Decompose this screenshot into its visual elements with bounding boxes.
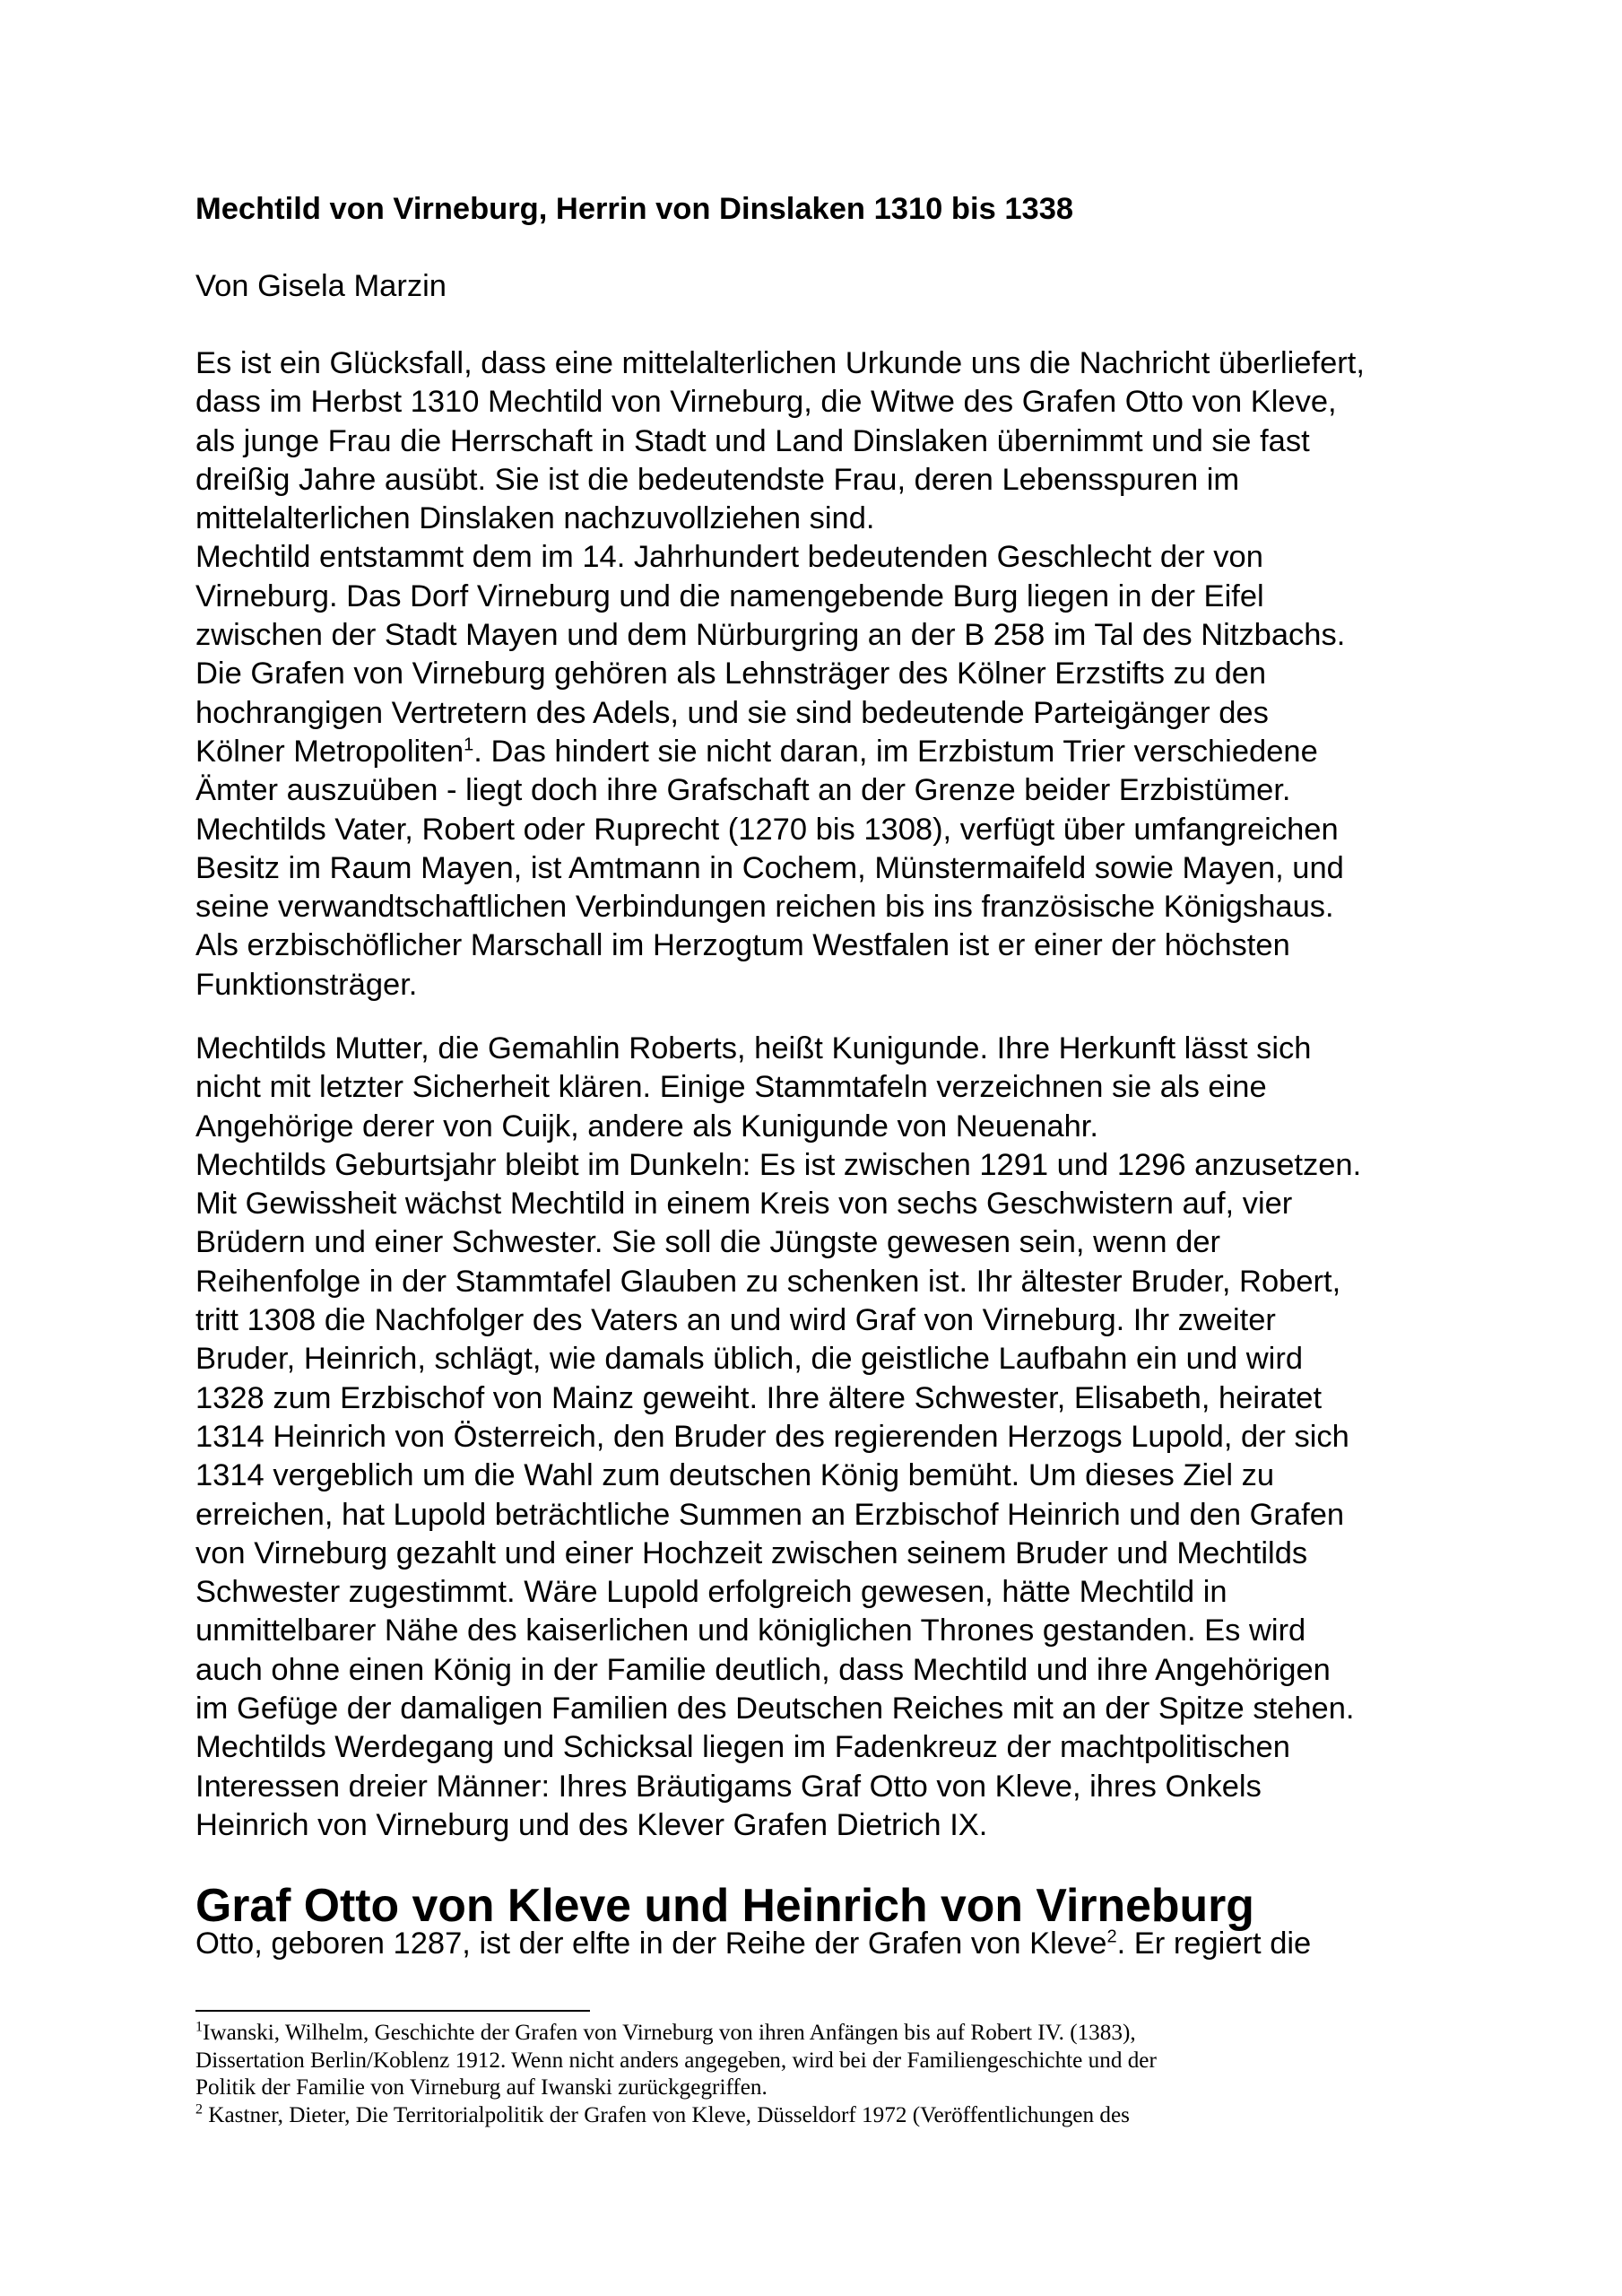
footnote-text: Dissertation Berlin/Koblenz 1912. Wenn nicht anders angegeben, wird bei der Familiengeschichte und der: [195, 2048, 1157, 2073]
text-line: Reihenfolge in der Stammtafel Glauben zu schenken ist. Ihr ältester Bruder, Robert,: [195, 1264, 1341, 1299]
text-line: Funktionsträger.: [195, 967, 418, 1002]
text-line: mittelalterlichen Dinslaken nachzuvollziehen sind.: [195, 501, 875, 536]
footnote-2-mark: 2: [195, 2101, 203, 2118]
text-line: im Gefüge der damaligen Familien des Deutschen Reiches mit an der Spitze stehen.: [195, 1692, 1355, 1726]
footnote-1: [195, 2020, 1451, 2048]
text-line: Angehörige derer von Cuijk, andere als Kunigunde von Neuenahr.: [195, 1109, 1098, 1144]
text-line: von Virneburg gezahlt und einer Hochzeit zwischen seinem Bruder und Mechtilds: [195, 1535, 1308, 1570]
footnote-text: Iwanski, Wilhelm, Geschichte der Grafen von Virneburg von ihren Anfängen bis auf Robert IV. (1383),: [203, 2021, 1136, 2045]
text-line: Heinrich von Virneburg und des Klever Grafen Dietrich IX.: [195, 1807, 988, 1842]
text-line: Mechtilds Werdegang und Schicksal liegen im Fadenkreuz der machtpolitischen: [195, 1730, 1290, 1765]
text-line: Mechtilds Mutter, die Gemahlin Roberts, heißt Kunigunde. Ihre Herkunft lässt sich: [195, 1031, 1312, 1065]
text-line-with-footnote: [195, 733, 1365, 771]
text-line: erreichen, hat Lupold beträchtliche Summen an Erzbischof Heinrich und den Grafen: [195, 1497, 1345, 1532]
text-segment: . Er regiert die: [1116, 1926, 1312, 1961]
text-line: zwischen der Stadt Mayen und dem Nürburgring an der B 258 im Tal des Nitzbachs.: [195, 618, 1346, 653]
text-line: Virneburg. Das Dorf Virneburg und die namengebende Burg liegen in der Eifel: [195, 578, 1264, 613]
text-line: Schwester zugestimmt. Wäre Lupold erfolgreich gewesen, hätte Mechtild in: [195, 1575, 1227, 1610]
text-line: Mit Gewissheit wächst Mechtild in einem Kreis von sechs Geschwistern auf, vier: [195, 1187, 1293, 1222]
text-line: nicht mit letzter Sicherheit klären. Einige Stammtafeln verzeichnen sie als eine: [195, 1070, 1267, 1105]
footnote-text: Politik der Familie von Virneburg auf Iwanski zurückgegriffen.: [195, 2075, 768, 2100]
text-line: Mechtild entstammt dem im 14. Jahrhundert bedeutenden Geschlecht der von: [195, 540, 1263, 575]
section-heading: Graf Otto von Kleve und Heinrich von Virneburg: [195, 1879, 1254, 1931]
text-line: 1328 zum Erzbischof von Mainz geweiht. Ihre ältere Schwester, Elisabeth, heiratet: [195, 1380, 1323, 1415]
footnote-ref-1[interactable]: 1: [464, 735, 474, 755]
text-line: Bruder, Heinrich, schlägt, wie damals üblich, die geistliche Laufbahn ein und wird: [195, 1342, 1304, 1377]
document-author: Von Gisela Marzin: [195, 269, 447, 303]
text-line: dreißig Jahre ausübt. Sie ist die bedeutendste Frau, deren Lebensspuren im: [195, 462, 1240, 497]
paragraph-2: [195, 1030, 1361, 1845]
text-line: Interessen dreier Männer: Ihres Bräutigams Graf Otto von Kleve, ihres Onkels: [195, 1769, 1262, 1804]
text-line: Brüdern und einer Schwester. Sie soll die Jüngste gewesen sein, wenn der: [195, 1225, 1221, 1260]
text-segment: . Das hindert sie nicht daran, im Erzbistum Trier verschiedene: [473, 734, 1318, 769]
text-line: Besitz im Raum Mayen, ist Amtmann in Cochem, Münstermaifeld sowie Mayen, und: [195, 850, 1344, 885]
text-line: seine verwandtschaftlichen Verbindungen reichen bis ins französische Königshaus.: [195, 890, 1334, 925]
document-title: Mechtild von Virneburg, Herrin von Dinslaken 1310 bis 1338: [195, 192, 1074, 226]
text-line: als junge Frau die Herrschaft in Stadt und Land Dinslaken übernimmt und sie fast: [195, 423, 1310, 458]
footnote-2: [195, 2102, 1451, 2130]
text-line: 1314 Heinrich von Österreich, den Bruder des regierenden Herzogs Lupold, der sich: [195, 1419, 1349, 1454]
footnote-1-mark: 1: [195, 2019, 203, 2035]
paragraph-3: [195, 1925, 1311, 1963]
text-line: hochrangigen Vertretern des Adels, und sie sind bedeutende Parteigänger des: [195, 695, 1269, 730]
text-line: Es ist ein Glücksfall, dass eine mittelalterlichen Urkunde uns die Nachricht überliefert,: [195, 346, 1365, 380]
text-line: Mechtilds Vater, Robert oder Ruprecht (1270 bis 1308), verfügt über umfangreichen: [195, 812, 1339, 847]
text-segment: Otto, geboren 1287, ist der elfte in der Reihe der Grafen von Kleve: [195, 1926, 1107, 1961]
text-line: Ämter auszuüben - liegt doch ihre Grafschaft an der Grenze beider Erzbistümer.: [195, 773, 1291, 808]
text-line: Als erzbischöflicher Marschall im Herzogtum Westfalen ist er einer der höchsten: [195, 928, 1290, 963]
text-line-with-footnote: [195, 1925, 1311, 1963]
text-line: tritt 1308 die Nachfolger des Vaters an und wird Graf von Virneburg. Ihr zweiter: [195, 1303, 1276, 1338]
text-line: auch ohne einen König in der Familie deutlich, dass Mechtild und ihre Angehörigen: [195, 1652, 1331, 1687]
paragraph-1: [195, 344, 1365, 1004]
text-line: dass im Herbst 1310 Mechtild von Virneburg, die Witwe des Grafen Otto von Kleve,: [195, 385, 1337, 420]
text-line: Die Grafen von Virneburg gehören als Lehnsträger des Kölner Erzstifts zu den: [195, 657, 1267, 691]
footnote-text: Kastner, Dieter, Die Territorialpolitik der Grafen von Kleve, Düsseldorf 1972 (Veröffentlichungen des: [203, 2102, 1130, 2127]
text-line: Mechtilds Geburtsjahr bleibt im Dunkeln: Es ist zwischen 1291 und 1296 anzusetzen.: [195, 1147, 1362, 1182]
footnote-ref-2[interactable]: 2: [1106, 1926, 1117, 1947]
text-line: 1314 vergeblich um die Wahl zum deutschen König bemüht. Um dieses Ziel zu: [195, 1458, 1275, 1493]
footnote-separator: [195, 2010, 590, 2012]
footnotes: [195, 2020, 1451, 2129]
text-segment: Kölner Metropoliten: [195, 734, 464, 769]
text-line: unmittelbarer Nähe des kaiserlichen und königlichen Thrones gestanden. Es wird: [195, 1613, 1306, 1648]
